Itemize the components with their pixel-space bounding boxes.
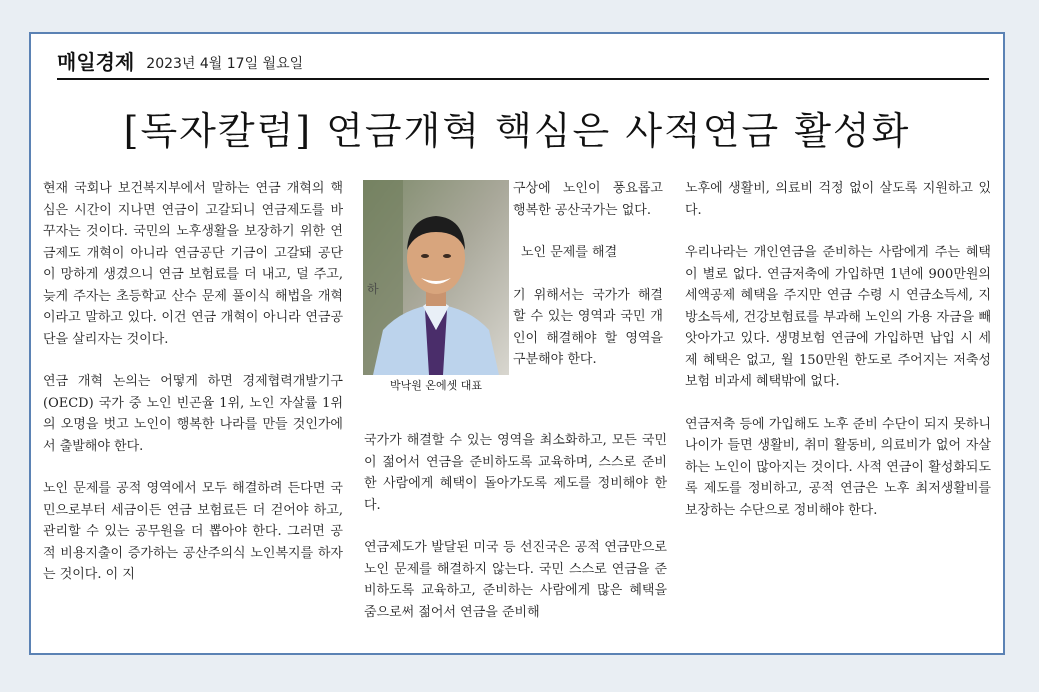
newspaper-clipping (29, 32, 1005, 655)
paragraph: 우리나라는 개인연금을 준비하는 사람에게 주는 혜택이 별로 없다. 연금저축에 가입하면 1년에 900만원의 세액공제 혜택을 주지만 연금 수령 시 연금소득세, 지방소득세, 건강보험료를 부과해 노인의 가용 자금을 빼앗아가고 있다. 생명보험 연금에 가입하면 납입 시 세제 혜택은 없고, 월 150만원 한도로 주어지는 저축성 보험 비과세 혜택밖에 없다. (685, 245, 991, 389)
article-column-2-top (513, 178, 663, 392)
article-column-3 (685, 178, 991, 542)
author-portrait-image (363, 180, 509, 375)
paragraph: 노인 문제를 공적 영역에서 모두 해결하려 든다면 국민으로부터 세금이든 연금 보험료든 더 걷어야 하고, 관리할 수 있는 공무원을 더 뽑아야 한다. 그러면 공적 비용지출이 증가하는 공산주의식 노인복지를 하자는 것이다. 이 지 (43, 481, 343, 582)
paragraph: 기 위해서는 국가가 해결할 수 있는 영역과 국민 개인이 해결해야 할 영역을 구분해야 한다. (513, 287, 663, 367)
article-column-1 (43, 178, 343, 607)
paragraph: 구상에 노인이 풍요롭고 행복한 공산국가는 없다. (513, 181, 663, 218)
paragraph: 노인 문제를 해결 (521, 245, 618, 260)
paragraph: 연금제도가 발달된 미국 등 선진국은 공적 연금만으로 노인 문제를 해결하지 않는다. 국민 스스로 연금을 준비하도록 교육하고, 준비하는 사람에게 많은 혜택을 줌으로써 젊어서 연금을 준비해 (364, 540, 667, 620)
newspaper-name: 매일경제 (57, 50, 135, 74)
paragraph: 연금 개혁 논의는 어떻게 하면 경제협력개발기구(OECD) 국가 중 노인 빈곤율 1위, 노인 자살률 1위의 오명을 벗고 노인이 행복한 나라를 만들 것인가에서 출발해야 한다. (43, 374, 343, 454)
paragraph: 현재 국회나 보건복지부에서 말하는 연금 개혁의 핵심은 시간이 지나면 연금이 고갈되니 연금제도를 바꾸자는 것이다. 국민의 노후생활을 보장하기 위한 연금제도 개혁이 아니라 연금공단 기금이 고갈돼 공단이 망하게 생겼으니 연금 보험료를 더 내고, 덜 주고, 늦게 주자는 초등학교 산수 문제 풀이식 해법을 개혁이라고 말하고 있다. 이건 연금 개혁이 아니라 연금공단을 살리자는 것이다. (43, 181, 343, 347)
paragraph: 연금저축 등에 가입해도 노후 준비 수단이 되지 못하니 나이가 들면 생활비, 취미 활동비, 의료비가 없어 자살하는 노인이 많아지는 것이다. 사적 연금이 활성화되도록 제도를 정비하고, 공적 연금은 노후 최저생활비를 보장하는 수단으로 정비해야 한다. (685, 416, 991, 518)
article-headline: [독자칼럼] 연금개혁 핵심은 사적연금 활성화 (123, 109, 911, 153)
stray-character: 하 (367, 282, 379, 296)
article-column-2-bottom (364, 430, 667, 644)
publication-date: 2023년 4월 17일 월요일 (146, 56, 304, 72)
paragraph: 국가가 해결할 수 있는 영역을 최소화하고, 모든 국민이 젊어서 연금을 준비하도록 교육하며, 스스로 준비한 사람에게 혜택이 돌아가도록 제도를 정비해야 한다. (364, 433, 667, 513)
author-photo (363, 180, 509, 375)
paragraph: 노후에 생활비, 의료비 걱정 없이 살도록 지원하고 있다. (685, 181, 991, 218)
photo-caption: 박낙원 온에셋 대표 (389, 379, 482, 392)
masthead (57, 48, 989, 80)
